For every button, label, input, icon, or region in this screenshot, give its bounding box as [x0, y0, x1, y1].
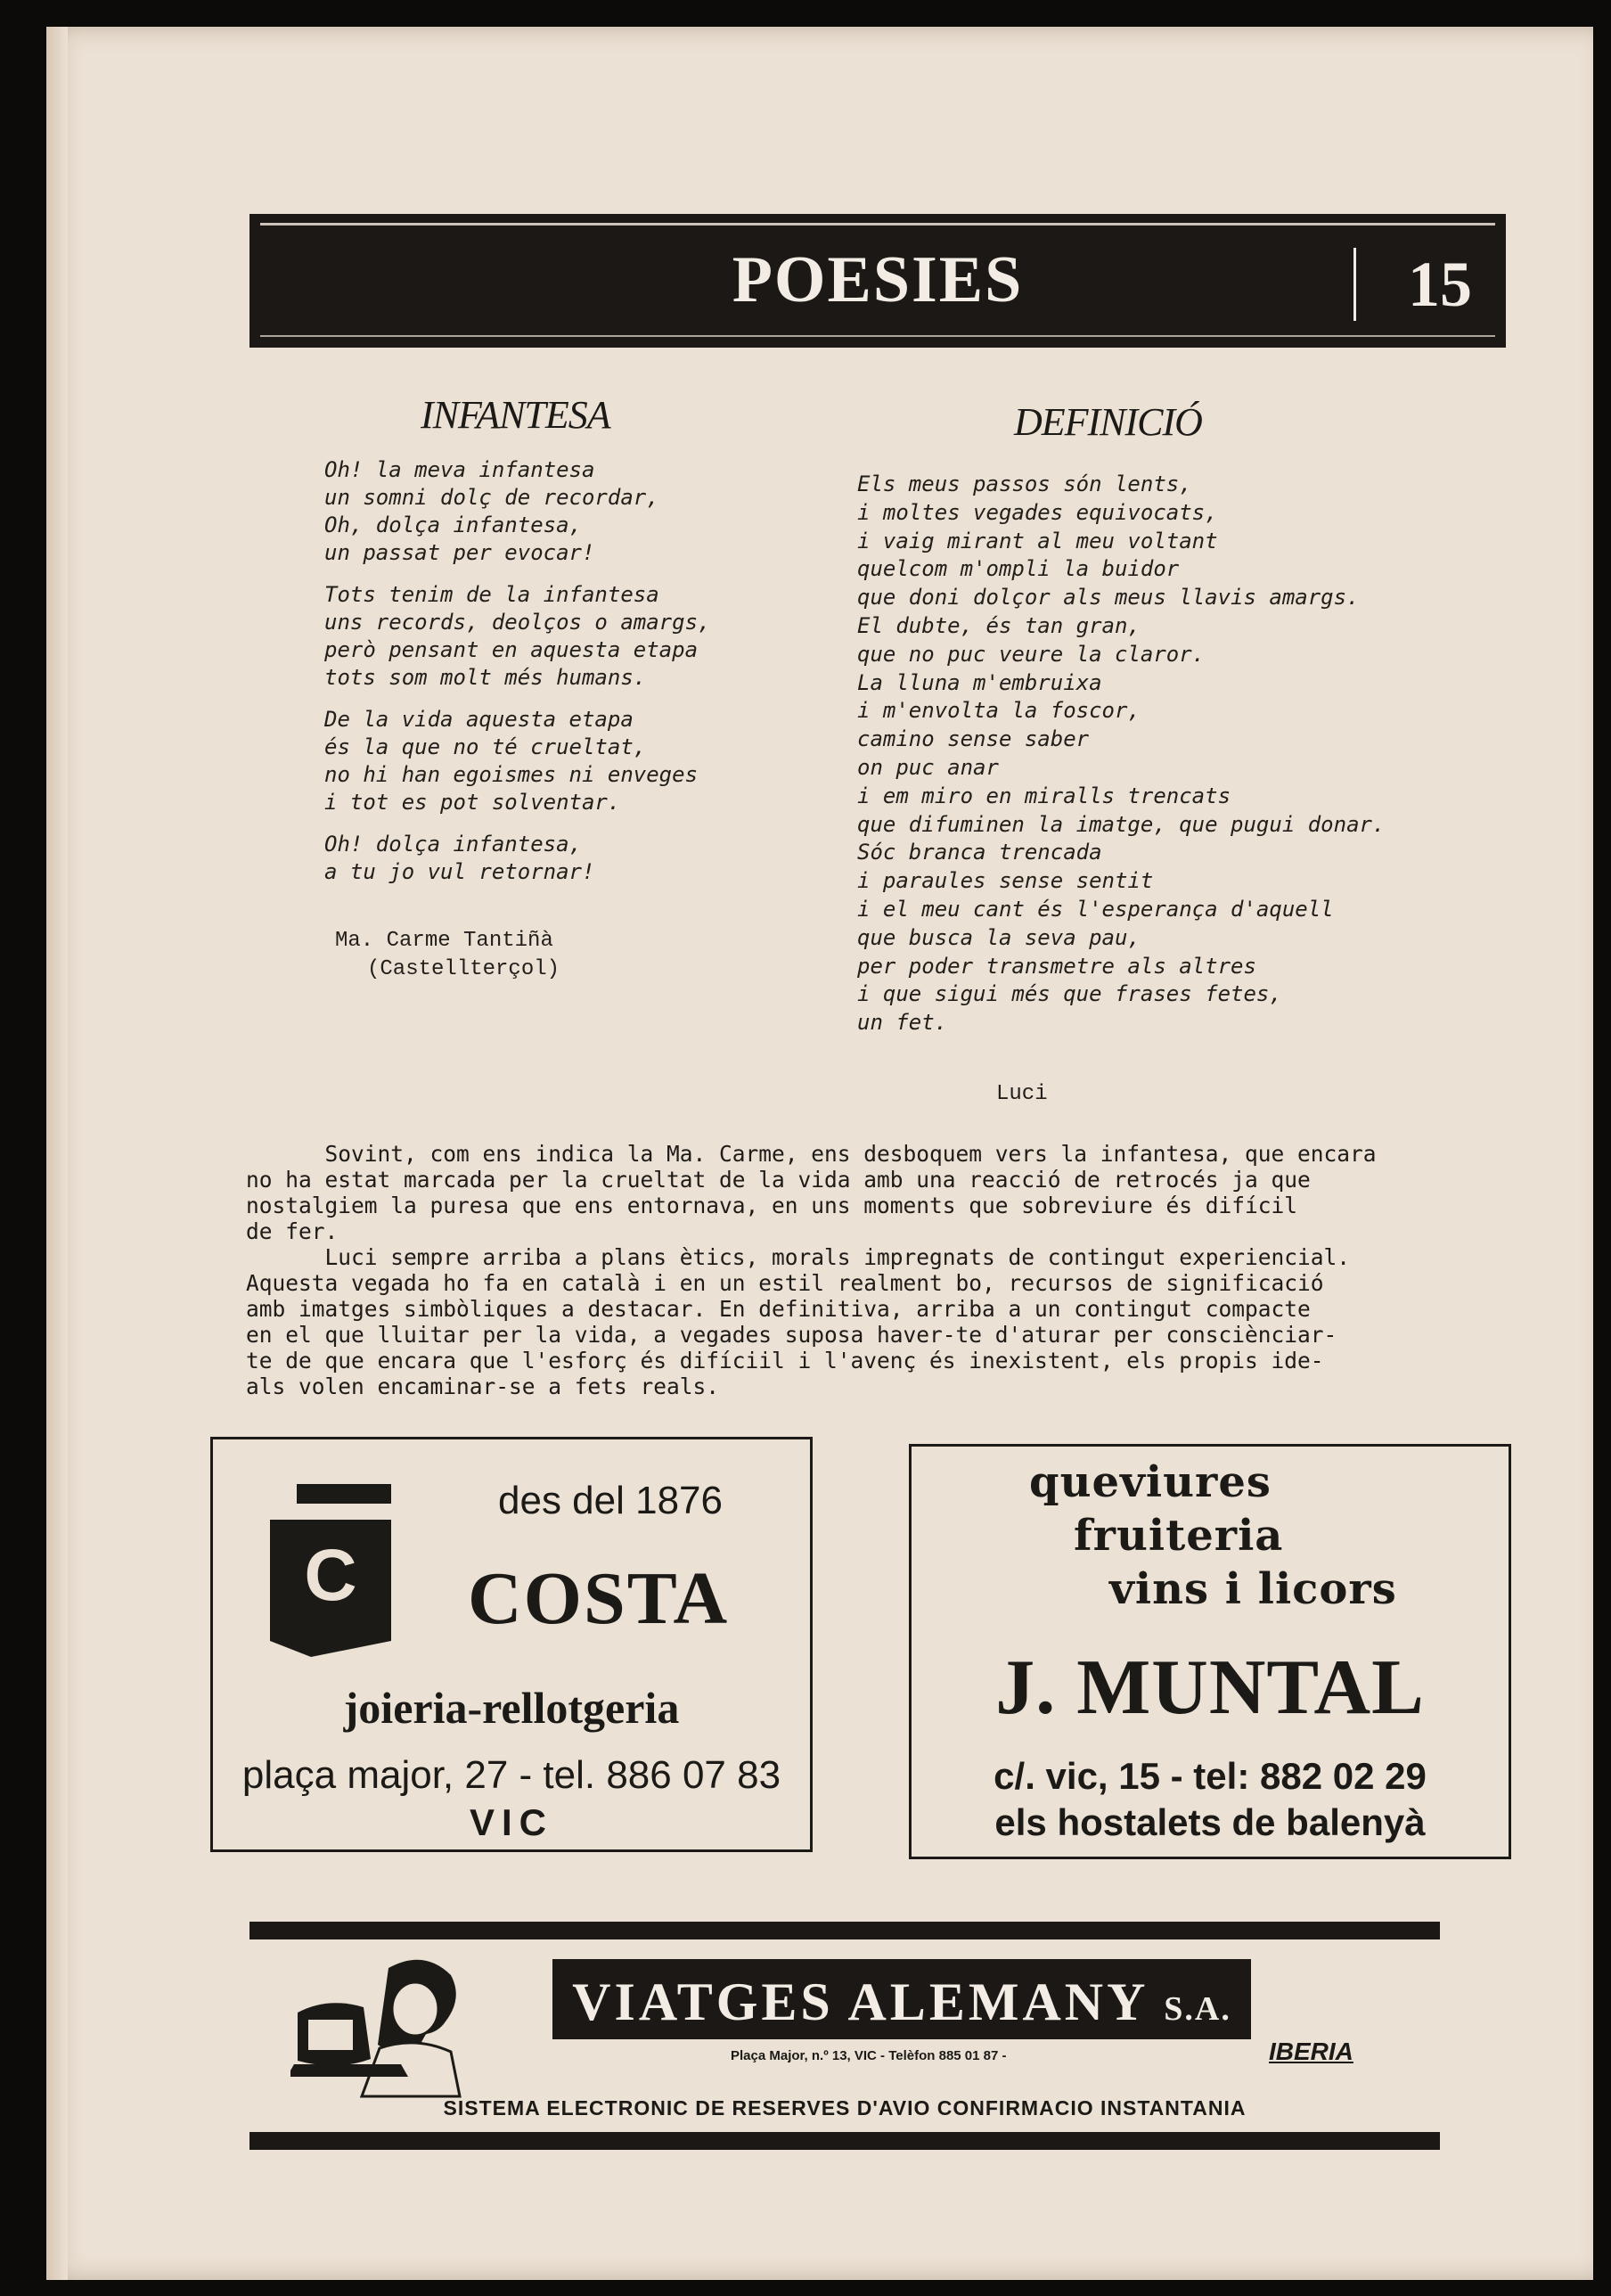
poem-byline-infantesa	[335, 927, 560, 984]
commentary-line: en el que lluitar per la vida, a vegades suposa haver-te d'aturar per consciènciar-	[246, 1322, 1337, 1348]
poem-line: un fet.	[857, 1010, 948, 1036]
poem-line: que no puc veure la claror.	[857, 641, 1206, 667]
muntal-name: J. MUNTAL	[995, 1644, 1425, 1731]
commentary-line: no ha estat marcada per la crueltat de la vida amb una reacció de retrocés ja que	[246, 1167, 1311, 1193]
page-number: 15	[1408, 249, 1472, 320]
commentary-line: amb imatges simbòliques a destacar. En definitiva, arriba a un contingut compacte	[246, 1296, 1311, 1322]
poem-line: que difuminen la imatge, que pugui donar.	[857, 811, 1386, 837]
poem-line: camino sense saber	[857, 726, 1090, 752]
costa-logo-icon	[270, 1484, 391, 1657]
editorial-commentary	[246, 1141, 1431, 1399]
poem-line: De la vida aquesta etapa	[324, 707, 634, 732]
ad-costa-jewelry	[210, 1437, 813, 1852]
viatges-name-banner	[552, 1959, 1251, 2039]
poem-line: que busca la seva pau,	[857, 924, 1141, 950]
commentary-line: te de que encara que l'esforç és difíciil i l'avenç és inexistent, els propis ide-	[246, 1348, 1324, 1374]
poem-line: i moltes vegades equivocats,	[857, 499, 1218, 525]
muntal-town: els hostalets de balenyà	[994, 1801, 1426, 1843]
poem-line: a tu jo vul retornar!	[324, 859, 595, 884]
poem-line: Els meus passos són lents,	[857, 472, 1192, 496]
poem-line: i m'envolta la foscor,	[857, 698, 1141, 724]
poem-line: tots som molt més humans.	[324, 665, 647, 690]
viatges-contact: Plaça Major, n.º 13, VIC - Telèfon 885 01 87 -	[731, 2048, 1007, 2063]
commentary-line: nostalgiem la puresa que ens entornava, en uns moments que sobreviure és difícil	[246, 1193, 1298, 1218]
poem-line: El dubte, és tan gran,	[857, 612, 1141, 638]
poem-line: Sóc branca trencada	[857, 840, 1102, 865]
poem-stanza	[324, 831, 710, 886]
poem-line: i que sigui més que frases fetes,	[857, 981, 1282, 1007]
viatges-suffix: S.A.	[1164, 1990, 1231, 2028]
poem-title-definicio: DEFINICIÓ	[1014, 400, 1202, 444]
poem-stanza	[324, 581, 710, 692]
costa-city: VIC	[469, 1801, 553, 1843]
poem-line: i tot es pot solventar.	[324, 790, 621, 815]
poem-line: La lluna m'embruixa	[857, 669, 1102, 695]
poem-line: on puc anar	[857, 754, 999, 780]
poem-line: per poder transmetre als altres	[857, 953, 1256, 979]
poem-line: Tots tenim de la infantesa	[324, 582, 659, 607]
poem-line: uns records, deolços o amargs,	[324, 610, 711, 635]
poem-line: és la que no té crueltat,	[324, 734, 647, 759]
svg-text:C: C	[304, 1535, 357, 1616]
commentary-line: Sovint, com ens indica la Ma. Carme, ens desboquem vers la infantesa, que encara	[246, 1141, 1377, 1167]
muntal-line-queviures: queviures	[1029, 1457, 1272, 1507]
poem-line: i el meu cant és l'esperança d'aquell	[857, 896, 1334, 922]
page-binding-edge	[46, 27, 68, 2280]
magazine-page	[46, 27, 1593, 2280]
poem-title-infantesa: INFANTESA	[421, 393, 610, 437]
author-place: (Castellterçol)	[367, 957, 560, 981]
poem-line: i em miro en miralls trencats	[857, 783, 1231, 808]
poem-line: i vaig mirant al meu voltant	[857, 528, 1218, 554]
poem-definicio	[857, 471, 1385, 1037]
viatges-system-line: SISTEMA ELECTRONIC DE RESERVES D'AVIO CONFIRMACIO INSTANTANIA	[443, 2096, 1247, 2120]
author-name: Ma. Carme Tantiñà	[335, 929, 553, 953]
iberia-logo: IBERIA	[1269, 2038, 1353, 2065]
ad-muntal-grocery	[909, 1444, 1511, 1859]
poem-line: no hi han egoismes ni enveges	[324, 762, 699, 787]
costa-name: COSTA	[468, 1557, 730, 1640]
poem-stanza	[324, 706, 710, 816]
viatges-name-text: VIATGES ALEMANY	[572, 1972, 1148, 2031]
section-header-banner	[249, 214, 1506, 348]
muntal-line-vins: vins i licors	[1109, 1564, 1397, 1614]
poem-infantesa	[324, 456, 710, 900]
ad-rule-bottom	[249, 2132, 1440, 2150]
muntal-address: c/. vic, 15 - tel: 882 02 29	[994, 1755, 1427, 1797]
poem-line: però pensant en aquesta etapa	[324, 637, 699, 662]
poem-line: un somni dolç de recordar,	[324, 485, 659, 510]
poem-line: Oh! la meva infantesa	[324, 457, 595, 482]
header-divider	[1353, 248, 1356, 321]
commentary-line: Luci sempre arriba a plans ètics, morals impregnats de contingut experiencial.	[246, 1244, 1351, 1270]
poem-byline-definicio: Luci	[996, 1082, 1048, 1106]
commentary-line: Aquesta vegada ho fa en català i en un estil realment bo, recursos de significació	[246, 1270, 1324, 1296]
poem-line: un passat per evocar!	[324, 540, 595, 565]
ad-rule-top	[249, 1922, 1440, 1939]
poem-stanza	[324, 456, 710, 567]
ad-viatges-alemany	[249, 1922, 1440, 2150]
commentary-line: de fer.	[246, 1218, 339, 1244]
muntal-line-fruiteria: fruiteria	[1074, 1511, 1284, 1561]
travel-agent-illustration-icon	[290, 1950, 469, 2102]
costa-address: plaça major, 27 - tel. 886 07 83	[241, 1753, 781, 1797]
section-title: POESIES	[732, 243, 1024, 316]
poem-line: Oh, dolça infantesa,	[324, 512, 582, 537]
commentary-line: als volen encaminar-se a fets reals.	[246, 1374, 720, 1399]
costa-since: des del 1876	[498, 1479, 723, 1522]
poem-line: que doni dolçor als meus llavis amargs.	[857, 585, 1360, 611]
poem-line: quelcom m'ompli la buidor	[857, 556, 1180, 582]
poem-line: Oh! dolça infantesa,	[324, 832, 582, 857]
poem-line: i paraules sense sentit	[857, 868, 1154, 894]
costa-trade: joieria-rellotgeria	[343, 1683, 680, 1733]
viatges-name	[552, 1972, 1251, 2033]
